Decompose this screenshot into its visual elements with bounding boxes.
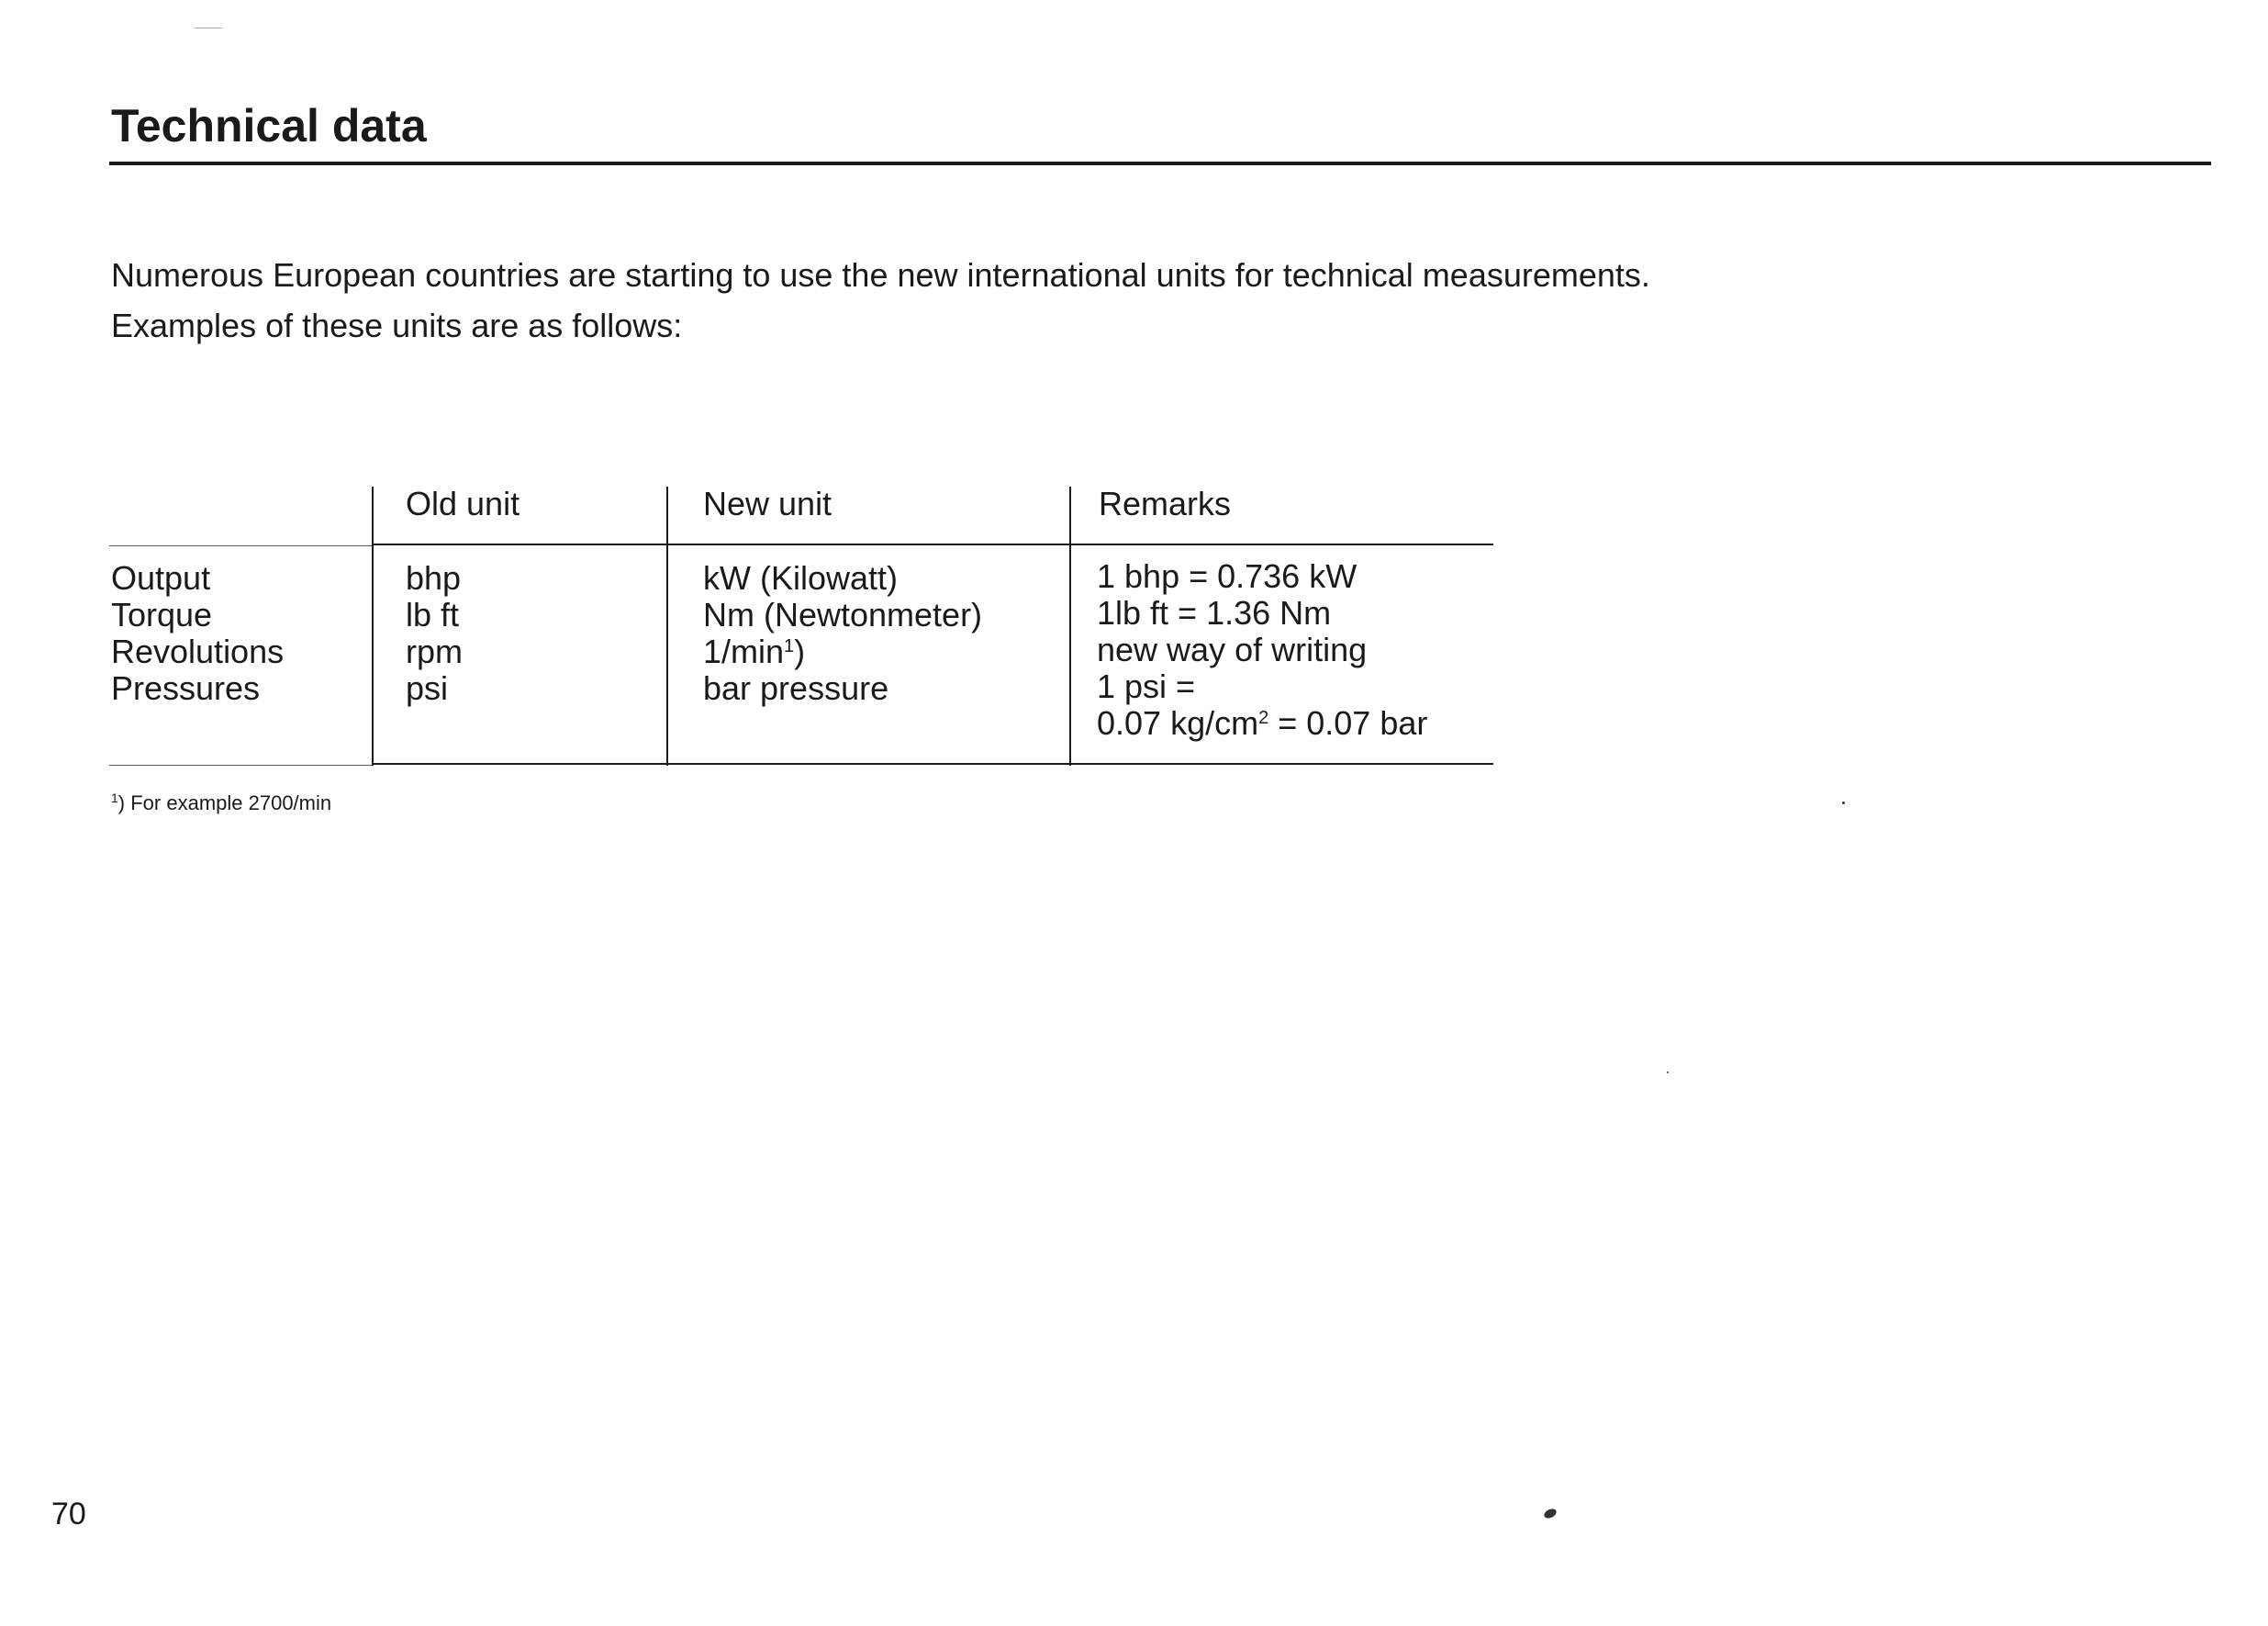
new-unit-column [703, 560, 982, 707]
table-cell-quantity: Revolutions [111, 633, 285, 670]
table-cell-old-unit: psi [406, 669, 449, 707]
title-underline [109, 162, 2211, 165]
table-cell-remark: 1lb ft = 1.36 Nm [1097, 594, 1332, 632]
bottom-rule [372, 763, 1493, 765]
new-unit-text: 1/min [703, 633, 785, 670]
remark-continuation-end: = 0.07 bar [1268, 704, 1428, 742]
superscript-2: 2 [1258, 708, 1269, 728]
footnote-marker: 1 [111, 791, 118, 805]
intro-line-2: Examples of these units are as follows: [111, 307, 683, 344]
header-rule [372, 544, 1493, 545]
scan-speck [1842, 802, 1845, 804]
units-table [109, 487, 1493, 766]
table-cell-remark-continuation [1097, 705, 1427, 742]
page-title: Technical data [111, 100, 427, 151]
intro-paragraph [111, 250, 1650, 351]
header-new-unit: New unit [703, 485, 832, 522]
old-unit-column [406, 560, 463, 707]
table-cell-remark: new way of writing [1097, 631, 1368, 668]
bottom-rule-left [109, 765, 372, 766]
quantity-column [111, 560, 284, 707]
footnote-reference: 1 [784, 636, 795, 656]
table-cell-old-unit: bhp [406, 559, 462, 597]
table-cell-new-unit [703, 634, 982, 670]
intro-line-1: Numerous European countries are starting to use the new international units for technical measurements. [111, 256, 1650, 294]
table-cell-new-unit: kW (Kilowatt) [703, 559, 899, 597]
table-cell-old-unit: lb ft [406, 596, 460, 634]
scan-speck [1667, 1071, 1669, 1073]
table-cell-quantity: Torque [111, 596, 213, 634]
remark-continuation-text: 0.07 kg/cm [1097, 704, 1259, 742]
scan-speck [1543, 1507, 1558, 1519]
table-cell-remark: 1 psi = [1097, 667, 1196, 705]
column-divider-3 [1069, 487, 1071, 766]
table-cell-new-unit: Nm (Newtonmeter) [703, 596, 983, 634]
footnote-text: ) For example 2700/min [117, 791, 332, 814]
column-divider-1 [372, 487, 374, 766]
footnote [111, 791, 331, 815]
table-cell-old-unit: rpm [406, 633, 463, 670]
remarks-column [1097, 558, 1427, 742]
table-cell-new-unit: bar pressure [703, 669, 889, 707]
page-number: 70 [51, 1497, 86, 1531]
table-cell-quantity: Pressures [111, 669, 261, 707]
header-remarks: Remarks [1099, 485, 1232, 522]
table-cell-remark: 1 bhp = 0.736 kW [1097, 557, 1357, 595]
column-divider-2 [666, 487, 668, 766]
new-unit-suffix: ) [794, 633, 806, 670]
table-cell-quantity: Output [111, 559, 211, 597]
header-old-unit: Old unit [406, 485, 520, 522]
header-rule-left [109, 545, 372, 546]
